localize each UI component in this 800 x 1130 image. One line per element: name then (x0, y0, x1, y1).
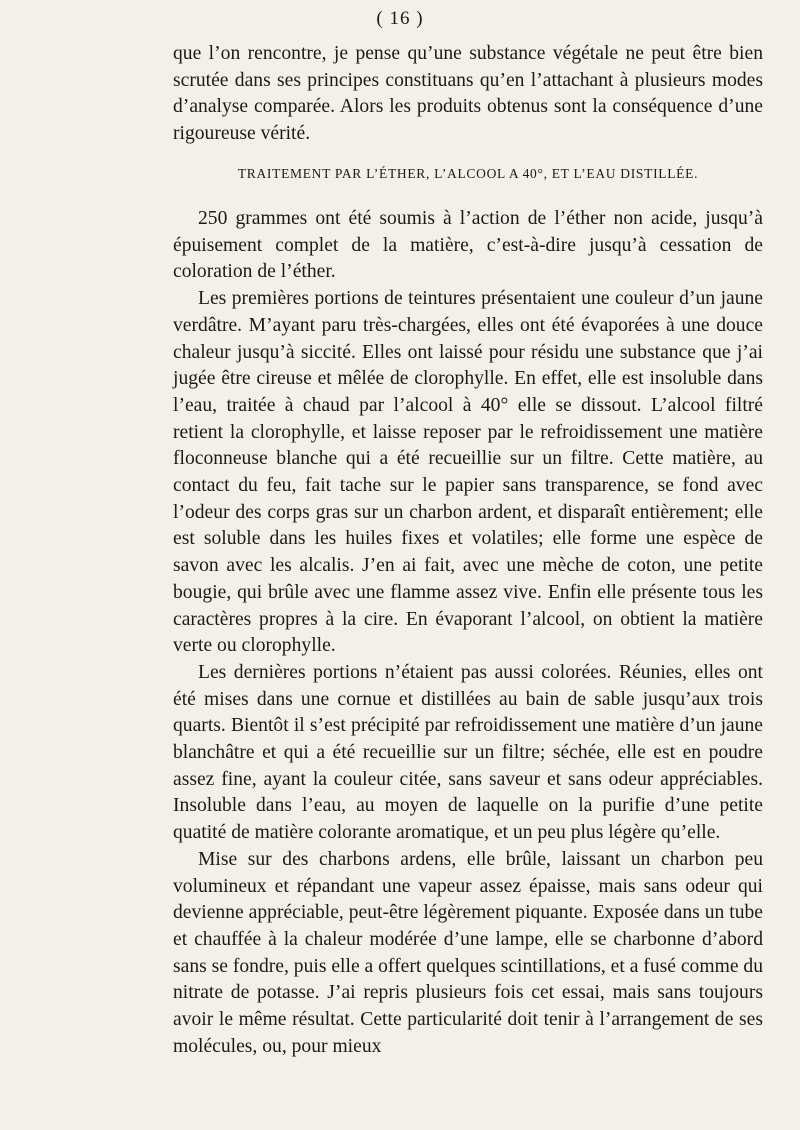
paragraph-2: Les premières portions de teintures présentaient une couleur d’un jaune verdâtre. M’ayant paru très-chargées, elles ont été évaporées à une douce chaleur jusqu’à siccité. Elles ont laissé pour résidu une substance que j’ai jugée être cireuse et mêlée de clorophylle. En effet, elle est insoluble dans l’eau, traitée à chaud par l’alcool à 40° elle se dissout. L’alcool filtré retient la clorophylle, et laisse reposer par le refroidissement une matière floconneuse blanche qui a été recueillie sur un filtre. Cette matière, au contact du feu, fait tache sur le papier sans transparence, se fond avec l’odeur des corps gras sur un charbon ardent, et disparaît entièrement; elle est soluble dans les huiles fixes et volatiles; elle forme une espèce de savon avec les alcalis. J’en ai fait, avec une mèche de coton, une petite bougie, qui brûle avec une flamme assez vive. Enfin elle présente tous les caractères propres à la cire. En évaporant l’alcool, on obtient la matière verte ou clorophylle. (173, 288, 763, 657)
opening-text (173, 41, 763, 148)
paragraph-1: 250 grammes ont été soumis à l’action de l’éther non acide, jusqu’à épuisement complet de la matière, c’est-à-dire jusqu’à cessation de coloration de l’éther. (173, 208, 763, 283)
opening-paragraph: que l’on rencontre, je pense qu’une substance végétale ne peut être bien scrutée dans ses principes constituans qu’en l’attachant à plusieurs modes d’analyse comparée. Alors les produits obtenus sont la conséquence d’une rigoureuse vérité. (173, 43, 763, 145)
section-heading: TRAITEMENT PAR L’ÉTHER, L’ALCOOL A 40°, ET L’EAU DISTILLÉE. (237, 166, 699, 181)
section-body (173, 206, 763, 1061)
paragraph-4: Mise sur des charbons ardens, elle brûle, laissant un charbon peu volumineux et répandant une vapeur assez épaisse, mais sans odeur qui devienne appréciable, peut-être légèrement piquante. Exposée dans un tube et chauffée à la chaleur modérée d’une lampe, elle se charbonne d’abord sans se fondre, puis elle a offert quelques scintillations, et a fusé comme du nitrate de potasse. J’ai repris plusieurs fois cet essai, mais sans toujours avoir le même résultat. Cette particularité doit tenir à l’arrangement de ses molécules, ou, pour mieux (173, 848, 764, 1057)
paragraph-3: Les dernières portions n’étaient pas aussi colorées. Réunies, elles ont été mises dans une cornue et distillées au bain de sable jusqu’aux trois quarts. Bientôt il s’est précipité par refroidissement une matière d’un jaune blanchâtre et qui a été recueillie sur un filtre; séchée, elle est en poudre assez fine, ayant la couleur citée, sans saveur et sans odeur appréciables. Insoluble dans l’eau, au moyen de laquelle on la purifie d’une petite quatité de matière colorante aromatique, et un peu plus légère qu’elle. (173, 661, 763, 844)
page-number: ( 16 ) (376, 8, 424, 29)
